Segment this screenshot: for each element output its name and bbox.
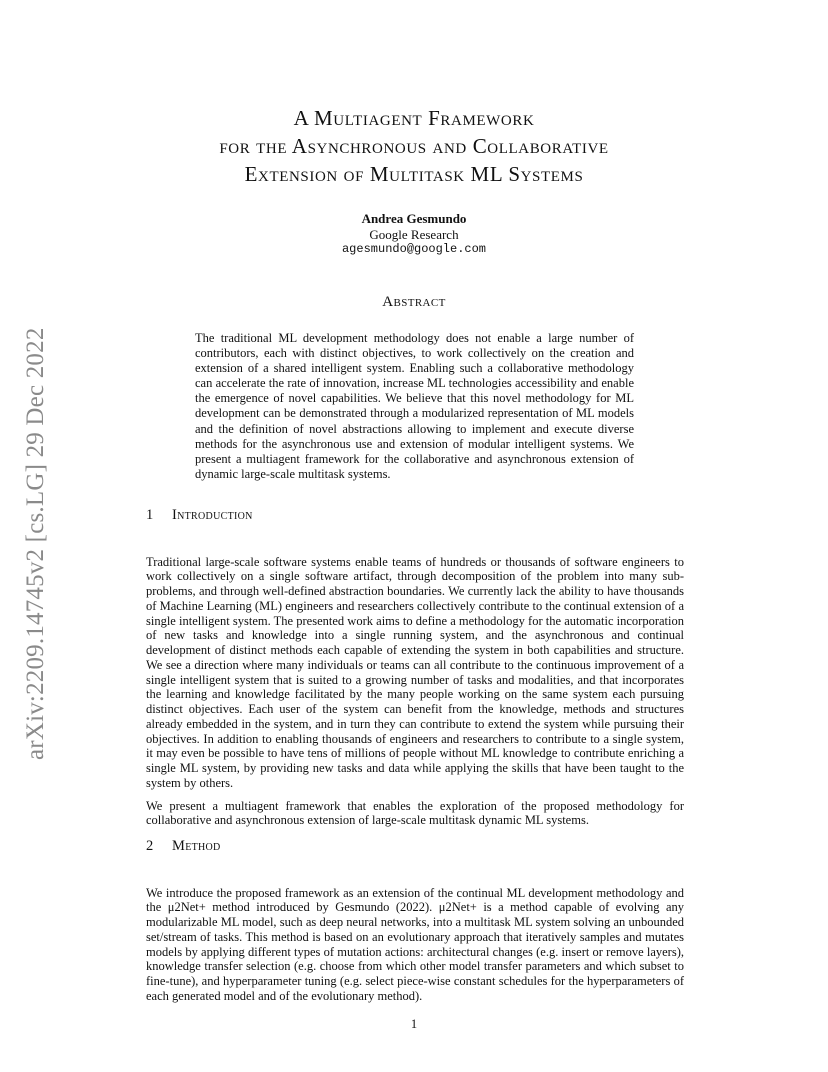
abstract-heading: Abstract — [382, 294, 446, 310]
section-number: 2 — [146, 838, 154, 854]
title-line: Extension of Multitask ML Systems — [244, 162, 584, 186]
body-paragraph: Traditional large-scale software systems enable teams of hundreds or thousands of software engineers to work collectively on a single software artifact, through decomposition of the problem into many sub-problems, and through well-defined abstraction boundaries. We currently lack the ability to have thousands of Machine Learning (ML) engineers and researchers collectively contribute to the continual extension of a single intelligent system. The presented work aims to define a methodology for the automatic incorporation of new tasks and knowledge into a single running system, and the asynchronous and continual development of distinct methods each capable of extending the system in both capabilities and structure. We see a direction where many individuals or teams can all contribute to the continuous improvement of a single intelligent system that is suited to a growing number of tasks and modalities, and that incorporates the learning and knowledge facilitated by the many people working on the same system each pursuing distinct objectives. Each user of the system can benefit from the knowledge, methods and structures already embedded in the system, and in turn they can contribute to extend the system while pursuing their objectives. In addition to enabling thousands of engineers and researchers to contribute to a single system, it may even be possible to have tens of millions of people without ML knowledge to contribute enriching a single ML system, by providing new tasks and data while applying the skills that have been taught to the system by others. — [146, 554, 684, 790]
section-title: Method — [172, 838, 221, 854]
body-paragraph: We present a multiagent framework that enables the exploration of the proposed methodology for collaborative and asynchronous extension of large-scale multitask dynamic ML systems. — [146, 798, 684, 828]
arxiv-identifier-stamp: arXiv:2209.14745v2 [cs.LG] 29 Dec 2022 — [22, 327, 49, 760]
page-number: 1 — [410, 1017, 418, 1031]
section-title: Introduction — [172, 507, 253, 523]
author-affiliation: Google Research — [369, 226, 459, 242]
paper-title — [120, 104, 708, 188]
abstract-text: The traditional ML development methodology does not enable a large number of contributors, each with distinct objectives, to work collectively on the creation and extension of a shared intelligent system. Enabling such a collaborative methodology can accelerate the rate of innovation, increase ML technologies accessibility and enable the emergence of novel capabilities. We believe that this novel methodology for ML development can be demonstrated through a modularized representation of ML models and the definition of novel abstractions allowing to implement and execute diverse methods for the asynchronous use and extension of modular intelligent systems. We present a multiagent framework for the collaborative and asynchronous extension of dynamic large-scale multitask systems. — [195, 331, 634, 481]
author-block — [214, 211, 614, 258]
section-heading-introduction — [146, 507, 646, 524]
title-line: for the Asynchronous and Collaborative — [219, 134, 609, 158]
section-heading-method — [146, 838, 646, 855]
author-name: Andrea Gesmundo — [361, 211, 467, 226]
section-number: 1 — [146, 507, 154, 523]
title-line: A Multiagent Framework — [293, 106, 535, 130]
author-email: agesmundo@google.com — [341, 242, 487, 256]
body-paragraph: We introduce the proposed framework as an extension of the continual ML development methodology and the μ2Net+ method introduced by Gesmundo (2022). μ2Net+ is a method capable of evolving any modularizable ML model, such as deep neural networks, into a multitask ML system solving an unbounded set/stream of tasks. This method is based on an evolutionary approach that iteratively samples and mutates models by applying different types of mutation actions: architectural changes (e.g. insert or remove layers), knowledge transfer selection (e.g. choose from which other model transfer parameters and which subset to fine-tune), and hyperparameter tuning (e.g. select piece-wise constant schedules for the hyperparameters of each generated model and of the evolutionary method). — [146, 885, 684, 1003]
